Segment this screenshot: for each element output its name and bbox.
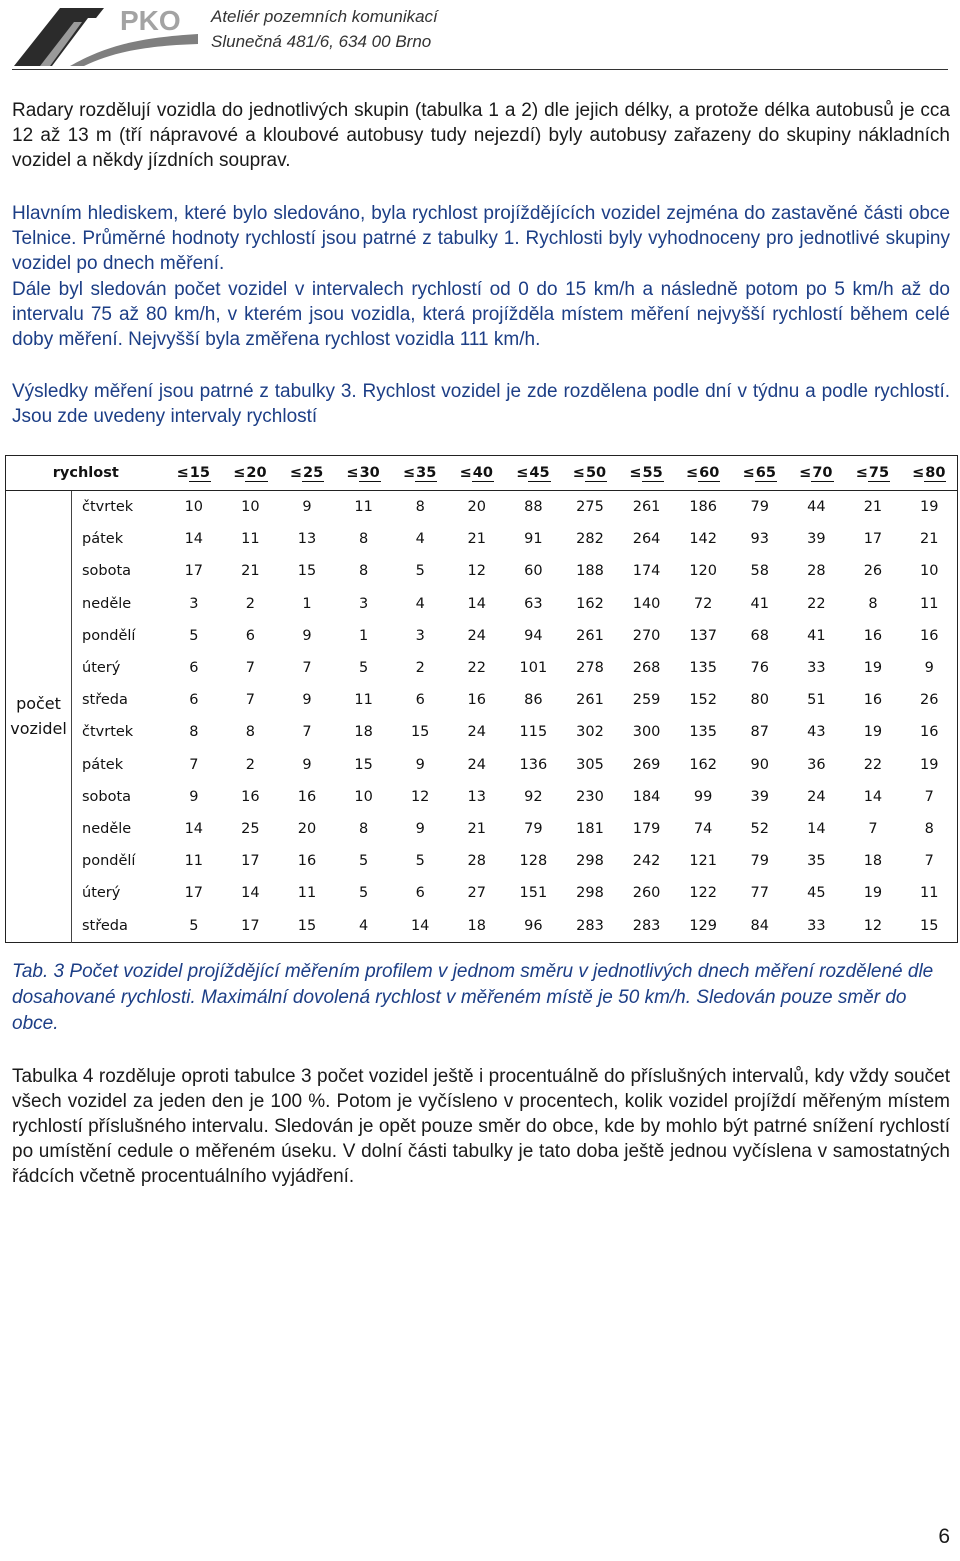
count-cell: 18 xyxy=(863,853,883,870)
day-cell: čtvrtek xyxy=(82,724,134,741)
count-cell: 43 xyxy=(807,724,826,741)
speed-interval-header: ≤15 xyxy=(166,456,223,491)
count-cell: 7 xyxy=(245,692,256,709)
count-cell: 5 xyxy=(415,853,425,870)
count-cell: 79 xyxy=(750,853,769,870)
count-cell: 22 xyxy=(807,595,826,612)
count-cell: 5 xyxy=(189,917,199,934)
count-cell: 135 xyxy=(689,724,717,741)
count-cell: 8 xyxy=(868,595,878,612)
count-cell: 17 xyxy=(184,885,204,902)
count-cell: 136 xyxy=(519,756,548,773)
count-cell: 28 xyxy=(467,853,486,870)
speed-interval-header: ≤65 xyxy=(731,456,788,491)
count-cell: 76 xyxy=(750,660,769,677)
count-cell: 278 xyxy=(576,660,604,677)
count-cell: 298 xyxy=(576,853,604,870)
count-cell: 39 xyxy=(807,531,826,548)
count-cell: 259 xyxy=(632,692,661,709)
table-row xyxy=(6,845,958,877)
speed-interval-value: 25 xyxy=(302,464,324,481)
count-cell: 9 xyxy=(302,692,312,709)
speed-interval-value: 30 xyxy=(359,464,380,481)
speed-interval-header: ≤35 xyxy=(392,456,449,491)
count-cell: 11 xyxy=(241,531,260,548)
count-cell: 84 xyxy=(750,917,769,934)
count-cell: 12 xyxy=(863,917,883,934)
count-cell: 268 xyxy=(632,660,661,677)
speed-interval-header: ≤50 xyxy=(562,456,619,491)
count-cell: 52 xyxy=(750,820,769,837)
count-cell: 282 xyxy=(576,531,604,548)
count-cell: 142 xyxy=(689,531,717,548)
count-cell: 15 xyxy=(297,563,317,580)
day-cell: neděle xyxy=(82,595,132,612)
table-row xyxy=(6,781,958,813)
count-cell: 8 xyxy=(415,499,425,516)
count-cell: 120 xyxy=(689,563,717,580)
count-cell: 41 xyxy=(807,627,826,644)
count-cell: 260 xyxy=(632,885,661,902)
speed-interval-header: ≤45 xyxy=(505,456,562,491)
count-cell: 305 xyxy=(576,756,604,773)
table-caption: Tab. 3 Počet vozidel projíždějící měřením profilem v jednom směru v jednotlivých dnech měření rozdělené dle dosahované rychlosti. Maximální dovolená rychlost v měřeném místě je 50 km/h. Sledován pouze směr do obce. xyxy=(12,961,934,1034)
count-cell: 11 xyxy=(920,885,939,902)
speed-interval-header: ≤40 xyxy=(448,456,505,491)
count-cell: 242 xyxy=(632,853,661,870)
count-cell: 179 xyxy=(632,820,661,837)
company-name: Ateliér pozemních komunikací xyxy=(211,7,438,26)
count-cell: 264 xyxy=(632,531,661,548)
count-cell: 93 xyxy=(750,531,769,548)
count-cell: 15 xyxy=(920,917,939,934)
count-cell: 94 xyxy=(524,627,543,644)
count-cell: 101 xyxy=(519,660,548,677)
count-cell: 2 xyxy=(245,595,256,612)
count-cell: 15 xyxy=(410,724,430,741)
count-cell: 140 xyxy=(632,595,661,612)
page-number: 6 xyxy=(938,1525,950,1548)
count-cell: 10 xyxy=(920,563,939,580)
count-cell: 300 xyxy=(632,724,661,741)
count-cell: 5 xyxy=(358,853,369,870)
table-row xyxy=(6,588,958,620)
count-cell: 10 xyxy=(241,499,260,516)
day-cell: úterý xyxy=(82,660,121,677)
day-cell: pondělí xyxy=(82,627,136,644)
count-cell: 162 xyxy=(689,756,717,773)
company-address: Slunečná 481/6, 634 00 Brno xyxy=(211,32,432,51)
count-cell: 17 xyxy=(241,917,260,934)
count-cell: 91 xyxy=(524,531,543,548)
page-header xyxy=(0,0,960,72)
count-cell: 14 xyxy=(863,788,883,805)
count-cell: 26 xyxy=(920,692,939,709)
speed-interval-value: 65 xyxy=(755,464,776,481)
speed-interval-value: 80 xyxy=(925,464,946,481)
count-cell: 21 xyxy=(863,499,883,516)
speed-interval-header: ≤70 xyxy=(788,456,845,491)
count-cell: 20 xyxy=(297,820,317,837)
speed-interval-value: 45 xyxy=(529,464,550,481)
count-cell: 9 xyxy=(302,627,312,644)
paragraph-results: Výsledky měření jsou patrné z tabulky 3. Rychlost vozidel je zde rozdělena podle dní v týdnu a podle rychlostí. Jsou zde uvedeny intervaly rychlostí xyxy=(12,381,950,427)
count-cell: 1 xyxy=(358,627,369,644)
count-cell: 39 xyxy=(750,788,769,805)
count-cell: 6 xyxy=(189,660,199,677)
count-cell: 22 xyxy=(863,756,883,773)
count-cell: 8 xyxy=(358,531,369,548)
table-row xyxy=(6,877,958,909)
count-cell: 5 xyxy=(189,627,199,644)
count-cell: 68 xyxy=(750,627,769,644)
count-cell: 9 xyxy=(189,788,199,805)
company-logo-road-icon xyxy=(12,4,202,66)
speed-interval-value: 55 xyxy=(642,464,663,481)
count-cell: 36 xyxy=(807,756,826,773)
company-info xyxy=(211,4,438,54)
speed-interval-value: 20 xyxy=(246,464,267,481)
count-cell: 7 xyxy=(868,820,878,837)
count-cell: 18 xyxy=(467,917,486,934)
count-cell: 7 xyxy=(924,788,934,805)
table-row xyxy=(6,749,958,781)
table-header-row xyxy=(6,456,958,491)
count-cell: 275 xyxy=(576,499,604,516)
count-cell: 19 xyxy=(863,724,883,741)
count-cell: 45 xyxy=(807,885,826,902)
count-cell: 8 xyxy=(245,724,256,741)
count-cell: 16 xyxy=(863,627,883,644)
count-cell: 77 xyxy=(750,885,769,902)
speed-interval-header: ≤55 xyxy=(618,456,675,491)
table-row xyxy=(6,523,958,555)
count-cell: 128 xyxy=(519,853,548,870)
count-cell: 152 xyxy=(689,692,717,709)
count-cell: 14 xyxy=(467,595,486,612)
count-cell: 96 xyxy=(524,917,543,934)
count-cell: 186 xyxy=(689,499,717,516)
speed-interval-value: 35 xyxy=(416,464,437,481)
count-cell: 6 xyxy=(415,885,425,902)
count-cell: 86 xyxy=(524,692,543,709)
count-cell: 135 xyxy=(689,660,717,677)
table-row xyxy=(6,909,958,942)
speed-interval-value: 75 xyxy=(868,464,890,481)
table-row xyxy=(6,813,958,845)
count-cell: 11 xyxy=(354,692,373,709)
speed-interval-header: ≤75 xyxy=(845,456,902,491)
count-cell: 12 xyxy=(467,563,486,580)
count-cell: 25 xyxy=(241,820,260,837)
count-cell: 17 xyxy=(184,563,204,580)
count-cell: 8 xyxy=(189,724,199,741)
count-cell: 137 xyxy=(689,627,717,644)
count-cell: 13 xyxy=(467,788,486,805)
count-cell: 9 xyxy=(302,756,312,773)
day-cell: středa xyxy=(82,692,128,709)
count-cell: 5 xyxy=(358,885,369,902)
speed-interval-value: 60 xyxy=(699,464,720,481)
count-cell: 41 xyxy=(750,595,769,612)
count-cell: 7 xyxy=(302,660,312,677)
count-cell: 6 xyxy=(415,692,425,709)
count-cell: 28 xyxy=(807,563,826,580)
paragraph-table4: Tabulka 4 rozděluje oproti tabulce 3 počet vozidel ještě i procentuálně do příslušných intervalů, kdy vždy součet všech vozidel za jeden den je 100 %. Potom je vyčísleno v procentech, kolik vozidel projíždí měřeným místem rychlostí příslušného intervalu. Sledován je opět pouze směr do obce, kde by mohlo být patrné snížení rychlostí po umístění cedule o měřeném úseku. V dolní části tabulky je tato doba ještě jednou vyčíslena v samostatných řádcích včetně procentuálního vyjádření. xyxy=(12,1066,950,1187)
count-cell: 151 xyxy=(519,885,548,902)
count-cell: 181 xyxy=(576,820,604,837)
count-cell: 27 xyxy=(467,885,486,902)
count-cell: 302 xyxy=(576,724,604,741)
count-cell: 18 xyxy=(354,724,373,741)
speed-interval-header: ≤80 xyxy=(901,456,958,491)
count-cell: 230 xyxy=(576,788,604,805)
day-cell: pátek xyxy=(82,531,124,548)
count-cell: 9 xyxy=(924,660,934,677)
count-cell: 51 xyxy=(807,692,826,709)
count-cell: 15 xyxy=(354,756,373,773)
vehicle-count-table xyxy=(5,455,958,943)
count-cell: 35 xyxy=(807,853,826,870)
count-cell: 20 xyxy=(467,499,486,516)
count-cell: 21 xyxy=(467,820,486,837)
count-cell: 1 xyxy=(302,595,312,612)
count-cell: 17 xyxy=(241,853,260,870)
count-cell: 14 xyxy=(184,820,204,837)
count-cell: 63 xyxy=(524,595,543,612)
header-divider xyxy=(12,69,948,70)
count-cell: 21 xyxy=(920,531,939,548)
count-cell: 19 xyxy=(920,756,939,773)
count-cell: 5 xyxy=(415,563,425,580)
count-cell: 14 xyxy=(807,820,826,837)
speed-interval-header: ≤20 xyxy=(222,456,279,491)
speed-interval-value: 70 xyxy=(812,464,833,481)
count-cell: 3 xyxy=(415,627,425,644)
count-cell: 24 xyxy=(467,627,486,644)
table-row xyxy=(6,652,958,684)
count-cell: 19 xyxy=(863,885,883,902)
count-cell: 2 xyxy=(415,660,425,677)
count-cell: 72 xyxy=(693,595,713,612)
count-cell: 129 xyxy=(689,917,717,934)
day-cell: sobota xyxy=(82,563,132,580)
count-cell: 7 xyxy=(245,660,256,677)
count-cell: 4 xyxy=(415,595,425,612)
count-cell: 79 xyxy=(750,499,769,516)
count-cell: 9 xyxy=(415,820,425,837)
count-cell: 10 xyxy=(184,499,204,516)
count-cell: 6 xyxy=(189,692,199,709)
count-cell: 21 xyxy=(241,563,260,580)
count-cell: 14 xyxy=(184,531,204,548)
count-cell: 6 xyxy=(245,627,256,644)
count-cell: 162 xyxy=(576,595,604,612)
speed-interval-header: ≤60 xyxy=(675,456,732,491)
count-cell: 4 xyxy=(358,917,369,934)
count-cell: 10 xyxy=(354,788,373,805)
count-cell: 11 xyxy=(184,853,204,870)
count-cell: 7 xyxy=(924,853,934,870)
paragraph-radars: Radary rozdělují vozidla do jednotlivých skupin (tabulka 1 a 2) dle jejich délky, a protože délka autobusů je cca 12 až 13 m (tří nápravové a kloubové autobusy tudy nejezdí) byly autobusy zařazeny do skupiny nákladních vozidel a někdy jízdních souprav. xyxy=(12,100,950,171)
count-cell: 14 xyxy=(410,917,430,934)
speed-header-label: rychlost xyxy=(6,456,166,491)
count-cell: 122 xyxy=(689,885,717,902)
count-cell: 115 xyxy=(519,724,548,741)
paragraph-speed-intervals: Dále byl sledován počet vozidel v intervalech rychlostí od 0 do 15 km/h a následně potom po 5 km/h až do intervalu 75 až 80 km/h, v kterém jsou vozidla, která projížděla místem měření nejvyšší rychlostí během celé doby měření. Nejvyšší byla změřena rychlost vozidla 111 km/h. xyxy=(12,279,950,350)
count-cell: 24 xyxy=(467,724,486,741)
count-cell: 21 xyxy=(467,531,486,548)
count-cell: 2 xyxy=(245,756,256,773)
count-cell: 16 xyxy=(863,692,883,709)
count-cell: 19 xyxy=(863,660,883,677)
count-cell: 8 xyxy=(358,820,369,837)
count-cell: 9 xyxy=(415,756,425,773)
count-cell: 33 xyxy=(807,660,826,677)
count-cell: 58 xyxy=(750,563,769,580)
count-cell: 3 xyxy=(189,595,199,612)
table-row xyxy=(6,555,958,587)
count-cell: 99 xyxy=(693,788,713,805)
count-cell: 16 xyxy=(297,788,317,805)
speed-interval-value: 50 xyxy=(585,464,607,481)
count-cell: 4 xyxy=(415,531,425,548)
day-cell: pondělí xyxy=(82,853,136,870)
count-cell: 74 xyxy=(693,820,713,837)
count-cell: 283 xyxy=(632,917,661,934)
count-cell: 8 xyxy=(358,563,369,580)
table-row xyxy=(6,620,958,652)
count-cell: 16 xyxy=(241,788,260,805)
count-cell: 9 xyxy=(302,499,312,516)
count-cell: 22 xyxy=(467,660,486,677)
count-cell: 11 xyxy=(920,595,939,612)
count-cell: 11 xyxy=(297,885,317,902)
count-cell: 270 xyxy=(632,627,661,644)
count-cell: 87 xyxy=(750,724,769,741)
table-body xyxy=(6,491,958,943)
paragraph-main-criterion: Hlavním hlediskem, které bylo sledováno, byla rychlost projíždějících vozidel zejména do zastavěné části obce Telnice. Průměrné hodnoty rychlostí jsou patrné z tabulky 1. Rychlosti byly vyhodnoceny pro jednotlivé skupiny vozidel po dnech měření. xyxy=(12,203,950,274)
count-cell: 188 xyxy=(576,563,604,580)
count-cell: 15 xyxy=(297,917,317,934)
count-cell: 79 xyxy=(524,820,543,837)
count-cell: 11 xyxy=(354,499,373,516)
count-cell: 24 xyxy=(467,756,486,773)
count-cell: 16 xyxy=(920,724,939,741)
speed-interval-value: 15 xyxy=(189,464,210,481)
row-group-label: počet vozidel xyxy=(6,491,72,943)
count-cell: 90 xyxy=(750,756,769,773)
table-row xyxy=(6,684,958,716)
day-cell: úterý xyxy=(82,885,121,902)
logo-text: PKO xyxy=(120,5,181,36)
day-cell: středa xyxy=(82,917,128,934)
count-cell: 14 xyxy=(241,885,260,902)
count-cell: 16 xyxy=(297,853,317,870)
count-cell: 7 xyxy=(302,724,312,741)
count-cell: 298 xyxy=(576,885,604,902)
table-row xyxy=(6,716,958,748)
day-cell: čtvrtek xyxy=(82,499,134,516)
speed-interval-value: 40 xyxy=(472,464,493,481)
count-cell: 88 xyxy=(524,499,543,516)
day-cell: neděle xyxy=(82,820,132,837)
count-cell: 13 xyxy=(297,531,317,548)
count-cell: 7 xyxy=(189,756,199,773)
count-cell: 44 xyxy=(807,499,826,516)
count-cell: 17 xyxy=(863,531,883,548)
count-cell: 60 xyxy=(524,563,543,580)
speed-interval-header: ≤30 xyxy=(335,456,392,491)
day-cell: pátek xyxy=(82,756,124,773)
count-cell: 26 xyxy=(863,563,883,580)
count-cell: 174 xyxy=(632,563,661,580)
count-cell: 269 xyxy=(632,756,661,773)
count-cell: 261 xyxy=(576,692,604,709)
count-cell: 5 xyxy=(358,660,369,677)
count-cell: 261 xyxy=(576,627,604,644)
speed-interval-header: ≤25 xyxy=(279,456,336,491)
count-cell: 184 xyxy=(632,788,661,805)
count-cell: 19 xyxy=(920,499,939,516)
day-cell: sobota xyxy=(82,788,132,805)
count-cell: 33 xyxy=(807,917,826,934)
table-row xyxy=(6,491,958,524)
count-cell: 92 xyxy=(524,788,543,805)
count-cell: 121 xyxy=(689,853,717,870)
count-cell: 261 xyxy=(632,499,661,516)
count-cell: 283 xyxy=(576,917,604,934)
count-cell: 3 xyxy=(358,595,369,612)
count-cell: 12 xyxy=(410,788,430,805)
count-cell: 24 xyxy=(807,788,826,805)
count-cell: 16 xyxy=(920,627,939,644)
count-cell: 8 xyxy=(924,820,934,837)
count-cell: 80 xyxy=(750,692,769,709)
count-cell: 16 xyxy=(467,692,486,709)
